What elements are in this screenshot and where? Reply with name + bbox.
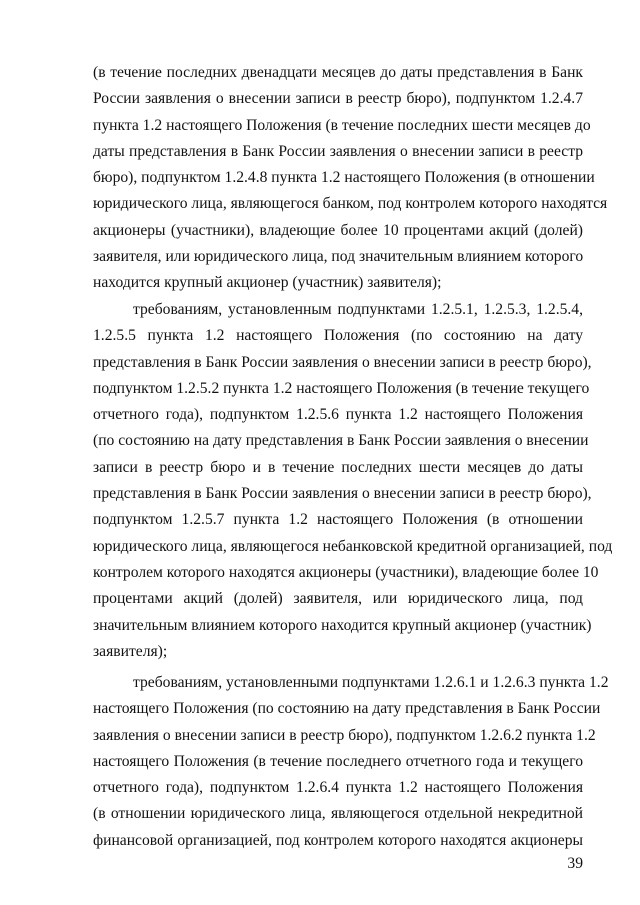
- text-line: бюро), подпунктом 1.2.4.8 пункта 1.2 настоящего Положения (в отношении: [93, 169, 595, 187]
- text-line: представления в Банк России заявления о внесении записи в реестр бюро),: [93, 485, 592, 503]
- text-line: находится крупный акционер (участник) заявителя);: [93, 274, 442, 292]
- text-line: настоящего Положения (в течение последнего отчетного года и текущего: [93, 752, 583, 770]
- text-line: требованиям, установленным подпунктами 1.2.5.1, 1.2.5.3, 1.2.5.4,: [133, 301, 583, 318]
- text-line: (в течение последних двенадцати месяцев до даты представления в Банк: [93, 64, 583, 81]
- paragraph-requirements-1-2-5: [93, 297, 613, 665]
- text-line: контролем которого находятся акционеры (участники), владеющие более 10: [93, 563, 599, 581]
- text-line: значительным влиянием которого находится крупный акционер (участник): [93, 616, 592, 634]
- paragraph-requirements-1-2-6: [93, 670, 609, 854]
- text-line: пункта 1.2 настоящего Положения (в течение последних шести месяцев до: [93, 116, 591, 134]
- text-line: (в отношении юридического лица, являющегося отдельной некредитной: [93, 805, 583, 823]
- text-line: заявителя, или юридического лица, под значительным влиянием которого: [93, 248, 584, 266]
- text-line: требованиям, установленными подпунктами 1.2.6.1 и 1.2.6.3 пункта 1.2: [133, 674, 609, 691]
- text-line: подпунктом 1.2.5.2 пункта 1.2 настоящего Положения (в течение текущего: [93, 379, 590, 397]
- text-line: записи в реестр бюро и в течение последних шести месяцев до даты: [93, 458, 583, 476]
- text-line: даты представления в Банк России заявления о внесении записи в реестр: [93, 142, 583, 160]
- text-line: подпунктом 1.2.5.7 пункта 1.2 настоящего Положения (в отношении: [93, 511, 583, 529]
- text-line: отчетного года), подпунктом 1.2.5.6 пункта 1.2 настоящего Положения: [93, 406, 583, 424]
- text-line: представления в Банк России заявления о внесении записи в реестр бюро),: [93, 353, 592, 371]
- text-line: (по состоянию на дату представления в Банк России заявления о внесении: [93, 432, 589, 450]
- text-line: акционеры (участники), владеющие более 10 процентами акций (долей): [93, 221, 583, 239]
- text-line: настоящего Положения (по состоянию на дату представления в Банк России: [93, 700, 601, 718]
- text-line: заявителя);: [93, 642, 168, 660]
- text-line: юридического лица, являющегося небанковской кредитной организацией, под: [93, 537, 613, 555]
- text-line: финансовой организацией, под контролем которого находятся акционеры: [93, 831, 583, 849]
- text-line: отчетного года), подпунктом 1.2.6.4 пункта 1.2 настоящего Положения: [93, 779, 583, 797]
- text-line: процентами акций (долей) заявителя, или юридического лица, под: [93, 590, 583, 608]
- page-number: 39: [567, 855, 583, 872]
- text-line: заявления о внесении записи в реестр бюро), подпунктом 1.2.6.2 пункта 1.2: [93, 726, 596, 744]
- text-line: России заявления о внесении записи в реестр бюро), подпунктом 1.2.4.7: [93, 90, 583, 108]
- text-line: 1.2.5.5 пункта 1.2 настоящего Положения (по состоянию на дату: [93, 327, 583, 345]
- text-line: юридического лица, являющегося банком, под контролем которого находятся: [93, 195, 608, 213]
- paragraph-continuation: [93, 60, 608, 297]
